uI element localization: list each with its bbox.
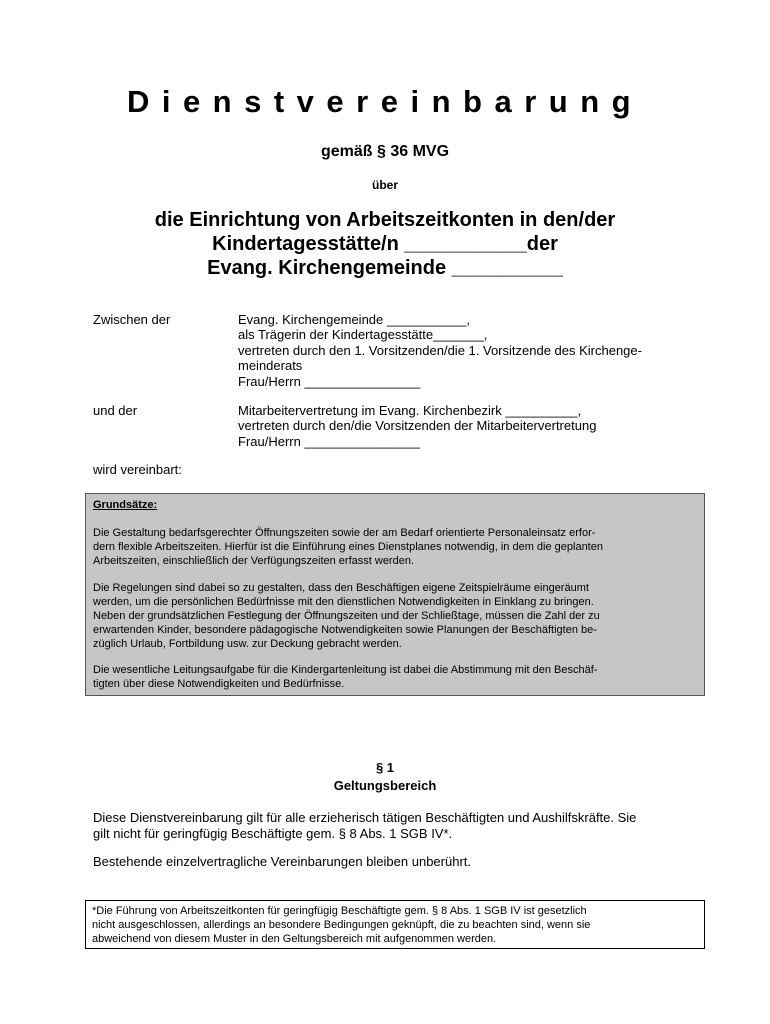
paragraph-line: werden, um die persönlichen Bedürfnisse mit den dienstlichen Notwendigkeiten in Einklang zu bringen. [93,596,594,608]
party-text-representation [238,403,698,449]
document-title: Dienstvereinbarung [126,84,644,119]
party-line: vertreten durch den 1. Vorsitzenden/die 1. Vorsitzende des Kirchenge- [238,342,642,358]
party-line: Evang. Kirchengemeinde ___________, [238,312,471,327]
paragraph-line: Arbeitszeiten, einschließlich der Verfügungszeiten erfasst werden. [93,555,415,567]
paragraph-line: Die Gestaltung bedarfsgerechter Öffnungszeiten sowie der am Bedarf orientierte Personaleinsatz erfor- [93,527,596,539]
section-paragraph [93,810,693,842]
section-title: Geltungsbereich [333,778,437,793]
party-text-employer [238,312,698,389]
party-line: Frau/Herrn ________________ [238,373,421,389]
section-number: § 1 [375,760,395,775]
paragraph-line: erwartenden Kinder, besondere pädagogische Notwendigkeiten sowie Planungen der Beschäftigten be- [93,624,597,636]
party-line: meinderats [238,358,303,374]
paragraph-line: dern flexible Arbeitszeiten. Hierfür ist die Einführung eines Dienstplanes notwendig, in dem die geplanten [93,541,603,553]
party-label-employer: Zwischen der [93,312,171,327]
paragraph-line: Bestehende einzelvertragliche Vereinbarungen bleiben unberührt. [93,854,471,869]
document-heading [0,208,770,280]
principles-box [85,493,705,696]
document-subtitle: gemäß § 36 MVG [320,143,450,160]
heading-line: Kindertagesstätte/n ___________der [212,233,558,255]
party-label-representation: und der [93,403,138,418]
paragraph-line: Die Regelungen sind dabei so zu gestalten, dass den Beschäftigen eigene Zeitspielräume eingeräumt [93,582,589,594]
footnote-line: abweichend von diesem Muster in den Geltungsbereich mit aufgenommen werden. [92,933,497,945]
principles-heading: Grundsätze: [93,499,158,511]
heading-line: die Einrichtung von Arbeitszeitkonten in den/der [154,209,616,231]
principles-paragraph [93,581,698,651]
party-line: Mitarbeitervertretung im Evang. Kirchenbezirk __________, [238,403,582,418]
heading-line: Evang. Kirchengemeinde __________ [207,257,563,279]
principles-paragraph [93,663,698,691]
agreed-text: wird vereinbart: [93,462,182,477]
footnote-line: nicht ausgeschlossen, allerdings an besondere Bedingungen geknüpft, die zu beachten sind, wenn sie [92,919,591,931]
section-paragraph [93,854,693,870]
party-line: als Trägerin der Kindertagesstätte_______, [238,327,488,343]
paragraph-line: tigten über diese Notwendigkeiten und Bedürfnisse. [93,678,345,690]
document-over: über [371,178,398,192]
principles-paragraph [93,526,698,568]
party-line: Frau/Herrn ________________ [238,433,421,449]
party-line: vertreten durch den/die Vorsitzenden der Mitarbeitervertretung [238,418,597,434]
paragraph-line: gilt nicht für geringfügig Beschäftigte gem. § 8 Abs. 1 SGB IV*. [93,826,453,841]
paragraph-line: Diese Dienstvereinbarung gilt für alle erzieherisch tätigen Beschäftigten und Aushilfskräfte. Sie [93,810,637,825]
footnote-line: *Die Führung von Arbeitszeitkonten für geringfügig Beschäftigte gem. § 8 Abs. 1 SGB IV ist gesetzlich [92,905,587,917]
paragraph-line: züglich Urlaub, Fortbildung usw. zur Deckung gebracht werden. [93,638,402,650]
paragraph-line: Die wesentliche Leitungsaufgabe für die Kindergartenleitung ist dabei die Abstimmung mit den Beschäf- [93,664,598,676]
paragraph-line: Neben der grundsätzlichen Festlegung der Öffnungszeiten und der Schließtage, müssen die Zahl der zu [93,610,600,622]
footnote-box [85,900,705,949]
